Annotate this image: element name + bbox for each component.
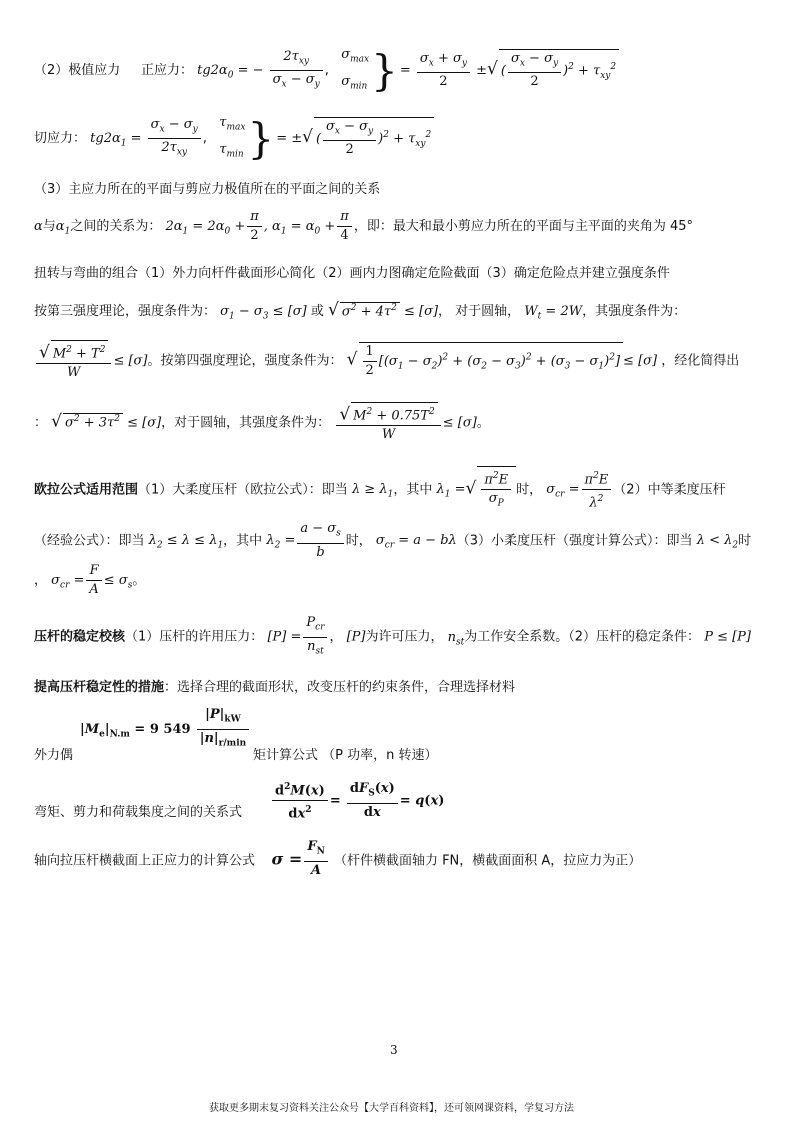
extremum-label: （2）极值应力 [34, 63, 121, 79]
radical-expression: ( $\frac{\sigma_x - \sigma_y}{2}$ )$^2 + \tau_{xy}^2$ [499, 49, 619, 92]
relation-conclusion: ，即：最大和最小剪应力所在的平面与主平面的夹角为 45° [353, 219, 694, 234]
couple-formula: $|M_e|_{N.m} = 9$ 549 $\frac{|P|_{kW}}{|n|_{r/min}}$ [80, 706, 251, 752]
tg-formula: $tg2\alpha_0$ = − [197, 63, 264, 81]
bending-formula: $\frac{d^2M(x)}{dx^2}$ = $\frac{dF_S(x)}{dx}$ = q(x) [270, 778, 444, 824]
shear-stress-line: 切应力： $tg2\alpha_1$ = $\frac{\sigma_x - \sigma_y}{2\tau_{xy}}$ , $\tau_{max}$ $\tau_{min}$} = ±√ ( $\frac{\sigma_x - \sigma_y}{2}$ )$^2 + \tau_{xy}^2$ [34, 112, 434, 165]
axial-note: （杆件横截面轴力 FN，横截面面积 A，拉应力为正） [333, 853, 642, 869]
axial-label: 轴向拉压杆横截面上正应力的计算公式 [34, 853, 256, 869]
mean-fraction: $\frac{\sigma_x + \sigma_y}{2}$ [417, 50, 470, 92]
euler-line-2: （经验公式）：即当 $\lambda_2 \le \lambda \le \lambda_1$，其中 $\lambda_2$ = $\frac{a - \sigma_s}{b}$ 时， $\sigma_{cr} = a - b\lambda(3)$小柔度压杆（强度计算公式）：即当 $\lambda < \lambda_2$时 [34, 521, 752, 560]
axial-line: 轴向拉压杆横截面上正应力的计算公式 σ = $\frac{F_N}{A}$ （杆件横截面轴力 FN，横截面面积 A，拉应力为正） [34, 839, 642, 878]
stability-title: 压杆的稳定校核 [34, 629, 126, 645]
tan-fraction: $\frac{2\tau_{xy}}{\sigma_x - \sigma_y}$ [270, 48, 323, 94]
couple-note: 矩计算公式 （P 功率，n 转速） [253, 748, 438, 763]
relation-heading: （3）主应力所在的平面与剪应力极值所在的平面之间的关系 [34, 182, 381, 197]
normal-stress-label: 正应力： [140, 63, 193, 79]
improve-title: 提高压杆稳定性的措施 [34, 680, 165, 695]
euler-line-3: ， $\sigma_{cr}$ = $\frac{F}{A}$ ≤ $\sigma_s$。 [34, 563, 146, 597]
euler-title: 欧拉公式适用范围 [34, 482, 139, 498]
improve-line: 提高压杆稳定性的措施：选择合理的截面形状，改变压杆的约束条件，合理选择材料 [34, 680, 516, 695]
footer-text: 获取更多期末复习资料关注公众号【大学百科资料】，还可领网课资料，学复习方法 [209, 1103, 574, 1114]
third-theory-line: 按第三强度理论，强度条件为： $\sigma_1 - \sigma_3 \le [\sigma]$ 或 √ $\sigma^2 + 4\tau^2 \le [\sigma]$， 对于圆轴， $W_t = 2W$，其强度条件为： [34, 300, 687, 322]
couple-label: 外力偶 [34, 748, 74, 763]
alpha-relation-line: α与$\alpha_1$之间的关系为： $2\alpha_1 = 2\alpha_0$ + $\frac{\pi}{2}$ , $\alpha_1 = \alpha_0$ + $\frac{\pi}{4}$ ，即：最大和最小剪应力所在的平面与主平面的夹角为 45° [34, 209, 694, 243]
fourth-theory-line: $\frac{√ M^2 + T^2}{W}$ ≤ [σ]。按第四强度理论，强度条件为： √ $\frac{1}{2}$ $[(\sigma_1 - \sigma_2)^2 + (\sigma_2 - \sigma_3)^2 + (\sigma_3 - \sigma_1)^2] \le [\sigma]$ ，经化简得出 [34, 340, 739, 382]
fourth-simplified-line: ： √ $\sigma^2 + 3\tau^2 \le [\sigma]$，对于圆轴，其强度条件为： $\frac{√ M^2 + 0.75T^2}{W}$ ≤ [σ]。 [34, 402, 490, 444]
sigma-max-min: $\sigma_{max}$ $\sigma_{min}$ [341, 47, 370, 92]
shear-stress-label: 切应力： [34, 131, 87, 147]
stability-line: 压杆的稳定校核（1）压杆的许用压力： [P] = $\frac{P_{cr}}{n_{st}}$ ， [P]为许可压力， $n_{st}$为工作安全系数。（2）压杆的稳定条件： P ≤ [P] [34, 615, 751, 657]
relation-prefix: 之间的关系为： [70, 219, 162, 234]
bending-label: 弯矩、剪力和荷载集度之间的关系式 [34, 805, 243, 820]
combined-loading-line: 扭转与弯曲的组合（1）外力向杆件截面形心简化（2）画内力图确定危险截面（3）确定危险点并建立强度条件 [34, 266, 670, 281]
euler-line-1: 欧拉公式适用范围（1）大柔度压杆（欧拉公式）：即当 $\lambda \ge \lambda_1$，其中 $\lambda_1$ =√ $\frac{\pi^2E}{\sigma_P}$ 时， $\sigma_{cr}$ = $\frac{\pi^2E}{\lambda^2}$ （2）中等柔度压杆 [34, 466, 726, 513]
normal-stress-line: （2）极值应力 正应力： $tg2\alpha_0$ = − $\frac{2\tau_{xy}}{\sigma_x - \sigma_y}$ , $\sigma_{max}$ $\sigma_{min}$} = $\frac{\sigma_x + \sigma_y}{2}$ ±√ ( $\frac{\sigma_x - \sigma_y}{2}$ )$^2 + \tau_{xy}^2$ [34, 44, 619, 97]
page-number: 3 [390, 1043, 398, 1057]
